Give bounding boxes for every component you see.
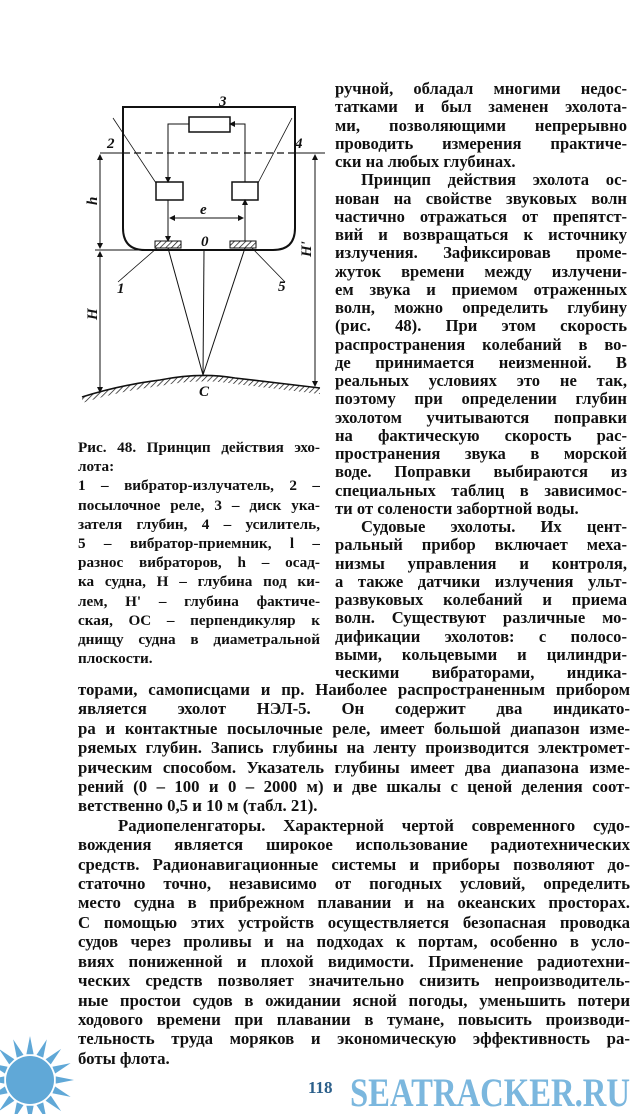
text-line: ми, позволяющими непрерывно [335, 116, 627, 135]
sun-ray [46, 1049, 61, 1064]
text-line: дификации эхолотов: с полосо- [335, 627, 627, 646]
text-line: Радиопеленгаторы. Характерной чертой современного судо- [118, 815, 630, 835]
text-line: вий и возвращаться к источнику [335, 226, 627, 244]
text-line: ходового времени при плавании в тумане, повысить производи- [78, 1009, 630, 1029]
sun-ray [13, 1102, 23, 1114]
text-line: эхолотом учитываются поправки [335, 408, 627, 427]
text-line: жуток времени между излучени- [335, 262, 627, 281]
sun-ray [13, 1039, 23, 1057]
sun-ray [26, 1036, 33, 1054]
text-line: рическим способом. Указатель глубины имеет два диапазона изме- [78, 757, 630, 777]
text-line: рений (0 – 100 и 0 – 2000 м) и две шкалы с ценой деления соот- [78, 777, 630, 797]
text-line: ряемых глубин. Запись глубины на ленту производится электромет- [78, 738, 630, 758]
text-line: ка судна, H – глубина под ки- [78, 573, 320, 591]
sun-ray [0, 1063, 8, 1073]
text-line: виях пониженной и плохой видимости. Применение радиотехни- [78, 951, 630, 971]
page-number: 118 [308, 1078, 333, 1097]
amplifier [232, 182, 258, 200]
text-line: ски на любых глубинах. [335, 153, 516, 171]
echo-sounder-diagram [60, 70, 330, 420]
text-line: выми, кольцевыми и цилиндри- [335, 645, 627, 664]
hull [123, 107, 295, 250]
text-line: (рис. 48). При этом скорость [335, 317, 627, 336]
text-line: ем звука и приемом отраженных [335, 280, 627, 299]
text-line: торами, самописцами и пр. Наиболее распространенным прибором [78, 680, 630, 699]
text-line: плоскости. [78, 650, 153, 668]
text-line: частично отражаться от препятст- [335, 207, 627, 226]
text-line: судов через проливы и на подходах к портам, особенно в усло- [78, 932, 630, 952]
text-line: специальных таблиц в зависимос- [335, 481, 627, 500]
sun-ray [52, 1087, 70, 1097]
text-line: ская, OC – перпендикуляр к [78, 611, 320, 629]
text-line: разнос вибраторов, h – осад- [78, 554, 320, 572]
text-line: ти от солености забортной воды. [335, 499, 579, 518]
sun-ray [0, 1096, 14, 1111]
text-line: является эхолот НЭЛ-5. Он содержит два индикато- [78, 699, 630, 719]
label-5: 5 [278, 279, 286, 295]
text-line: пространения звука в морской [335, 445, 627, 463]
text-line: место судна в прибрежном плавании и на океанских просторах. [78, 893, 630, 913]
label-4: 4 [295, 136, 303, 152]
sun-ray [37, 1039, 47, 1057]
label-H: H [85, 308, 101, 320]
transducer-receiver [230, 241, 256, 248]
figure-caption [78, 438, 320, 668]
sun-ray [56, 1076, 74, 1083]
label-e: e [200, 202, 207, 218]
sun-ray [37, 1102, 47, 1114]
sun-ray [0, 1087, 8, 1097]
transducer-emitter [155, 241, 181, 248]
label-H-prime: H' [299, 241, 315, 257]
text-line: 1 – вибратор-излучатель, 2 – [78, 477, 320, 495]
text-line: лем, H' – глубина фактиче- [78, 592, 320, 610]
text-line: боты флота. [78, 1048, 170, 1068]
sun-ray [0, 1049, 14, 1064]
text-line: днищу судна в диаметральной [78, 631, 320, 649]
sun-logo-icon [0, 1036, 74, 1114]
text-line: ные простои судов в ожидании ясной погоды, уменьшить потери [78, 990, 630, 1010]
text-line: посылочное реле, 3 – диск ука- [78, 496, 320, 514]
text-line: ручной, обладал многими недос- [335, 80, 627, 98]
text-line: нован на свойстве звуковых волн [335, 189, 627, 208]
text-line: де принимается неизменной. В [335, 353, 627, 372]
text-line: Судовые эхолоты. Их цент- [361, 518, 627, 536]
text-line: татками и был заменен эхолота- [335, 98, 627, 117]
text-line: вождения является широкое использование радиотехнических [78, 835, 630, 855]
text-line: С помощью этих устройств осуществляется безопасная проводка [78, 912, 630, 932]
label-3: 3 [219, 94, 227, 110]
text-line: реальных условиях это не так, [335, 372, 627, 390]
label-1: 1 [117, 281, 125, 297]
text-line: ветственно 0,5 и 10 м (табл. 21). [78, 796, 318, 816]
text-line: ческих средств позволяет значительно снизить непроизводитель- [78, 971, 630, 991]
sun-ray [26, 1106, 33, 1114]
depth-indicator-disk [189, 117, 230, 132]
text-line: проводить измерения практиче- [335, 134, 627, 153]
full-width-text [78, 680, 630, 1068]
text-line: излучения. Зафиксировав проме- [335, 244, 627, 263]
label-o: 0 [201, 234, 209, 250]
sun-ray [0, 1076, 4, 1083]
text-line: воде. Поправки выбираются из [335, 463, 627, 482]
text-line: ральный прибор включает меха- [335, 536, 627, 555]
text-line: волн, можно определить глубину [335, 299, 627, 317]
label-c: C [199, 384, 210, 400]
text-line: поэтому при определении глубин [335, 390, 627, 409]
text-line: тельность труда моряков и экономическую эффективность ра- [78, 1029, 630, 1049]
sun-ray [52, 1063, 70, 1073]
text-line: на фактическую скорость рас- [335, 426, 627, 445]
text-line: низмы управления и контроля, [335, 554, 627, 573]
text-line: ра и контактные посылочные реле, имеет большой диапазон изме- [78, 718, 630, 738]
label-2: 2 [107, 136, 115, 152]
text-line: распространения колебаний в во- [335, 335, 627, 354]
text-line: ческими вибраторами, индика- [335, 664, 627, 682]
text-line: 5 – вибратор-приемник, l – [78, 535, 320, 553]
send-relay [156, 182, 183, 200]
text-line: волн. Существуют различные мо- [335, 609, 627, 628]
right-column-text [335, 80, 627, 682]
text-line: а также датчики излучения ульт- [335, 572, 627, 591]
text-line: средств. Радионавигационные системы и приборы позволяют до- [78, 854, 630, 874]
text-line: статочно точно, независимо от погодных условий, определить [78, 874, 630, 894]
text-line: лота: [78, 458, 115, 476]
text-line: зателя глубин, 4 – усилитель, [78, 515, 320, 533]
sun-ray [46, 1096, 61, 1111]
label-h: h [85, 196, 101, 205]
watermark-text: SEATRACKER.RU [350, 1070, 630, 1114]
text-line: развуковых колебаний и приема [335, 591, 627, 609]
text-line: Рис. 48. Принцип действия эхо- [78, 439, 320, 456]
text-line: Принцип действия эхолота ос- [361, 171, 627, 190]
